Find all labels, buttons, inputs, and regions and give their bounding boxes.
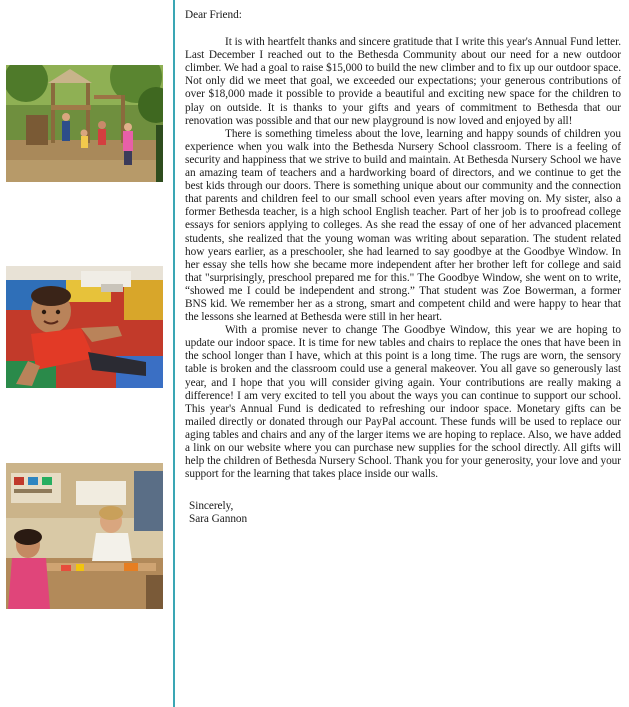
vertical-divider (173, 0, 175, 707)
playground-photo (6, 65, 163, 182)
signature-name: Sara Gannon (189, 513, 248, 526)
child-on-rug-photo-graphic (6, 266, 163, 388)
paragraph-indoor-space-appeal: With a promise never to change The Goodbye Window, this year we are hoping to update our indoor space. It is time for new tables and chairs to replace the ones that have been in the school longer than I have, which at this point is a long time. The rugs are worn, the sensory table is broken and the classroom could use a general makeover. You all gave so generously last year, and I hope that you will consider giving again. Your contributions are really making a difference! I am very excited to tell you about the ways you can continue to support our school. This year's Annual Fund is dedicated to refreshing our indoor space. Monetary gifts can be mailed directly or donated through our PayPal account. These funds will be used to replace our aging tables and chairs and any of the larger items we are hoping to replace. Also, we have added a link on our website where you can purchase new supplies for the school directly. All gifts will help the children of Bethesda Nursery School. Thank you for your generosity, your love and your support for the learning that takes place inside our walls. (185, 324, 621, 481)
playground-photo-graphic (6, 65, 163, 182)
closing: Sincerely, (189, 500, 234, 513)
paragraph-annual-fund-thanks: It is with heartfelt thanks and sincere gratitude that I write this year's Annual Fund letter. Last December I reached out to the Bethesda Community about our need for a new outdoor climber. We had a goal to raise $15,000 to build the new climber and to fix up our outdoor space. Not only did we meet that goal, we exceeded our expectations; your generous contributions of over $18,000 made it possible to provide a beautiful and exciting new space for the children to play on outside. It is thanks to your gifts and years of commitment to Bethesda that our renovation was possible and that our new playground is now loved and enjoyed by all! (185, 36, 621, 127)
letter-body (185, 9, 621, 526)
classroom-photo (6, 463, 163, 609)
child-on-rug-photo (6, 266, 163, 388)
paragraph-goodbye-window-story: There is something timeless about the love, learning and happy sounds of children you experience when you walk into the Bethesda Nursery School classroom. There is a feeling of security and happiness that we strive to build and maintain. At Bethesda Nursery School we have an amazing team of teachers and a hardworking board of directors, and we continue to get the best kids through our doors. There is something unique about our community and the connection that parents and children feel to our small school even years after moving on. My sister, also a former Bethesda teacher, is a high school English teacher. Part of her job is to proofread college essays for seniors applying to colleges. As she read the essay of one of her advanced placement students, she realized that the young woman was writing about separation. The student related how years earlier, as a preschooler, she had learned to say goodbye at the Goodbye Window. In her essay she tells how she became more independent after her brother left for college and said that "surprisingly, preschool prepared me for this." The Goodbye Window, she went on to write, “showed me I could be independent and strong.” That student was Zoe Bowerman, a former BNS kid. We remember her as a strong, smart and competent child and were happy to hear that the lessons she learned at Bethesda were still in her heart. (185, 127, 621, 324)
classroom-photo-graphic (6, 463, 163, 609)
salutation: Dear Friend: (185, 9, 242, 21)
